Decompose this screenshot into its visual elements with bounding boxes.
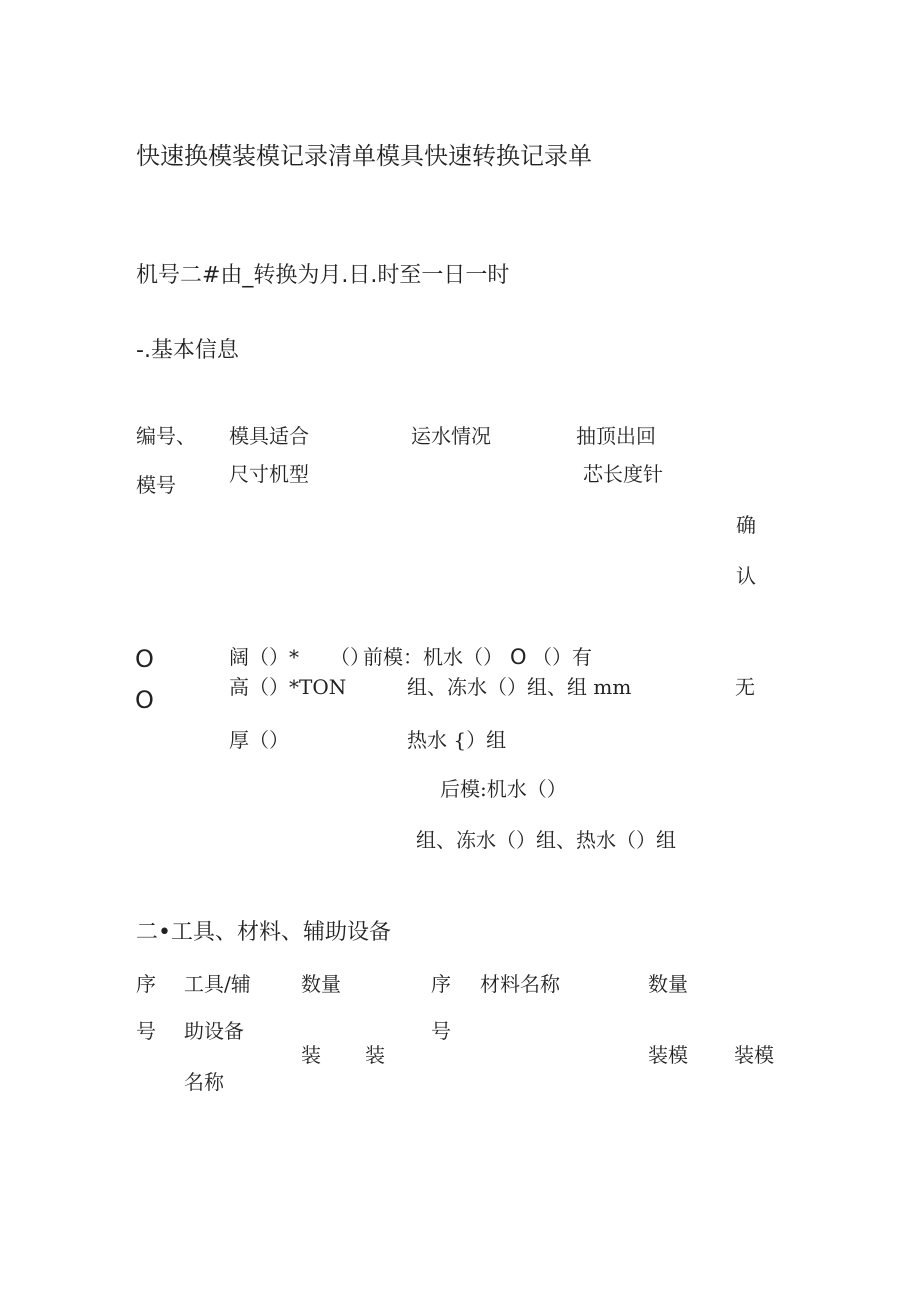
col-header-seq2-line1: 序 [431, 972, 451, 996]
col-header-zhuang-a: 装 [301, 1043, 321, 1067]
col-header-mold-line1: 模具适合 [229, 424, 309, 448]
col-header-tool-line2: 助设备 [184, 1019, 244, 1043]
col-header-zhuang-b: 装 [365, 1043, 385, 1067]
col-header-water: 运水情况 [411, 424, 491, 448]
size-thickness: 厚（） [229, 728, 289, 752]
col-header-core-line2: 芯长度针 [583, 462, 663, 486]
row-marker-1: O [135, 645, 154, 673]
size-paren: （） [330, 645, 370, 669]
size-width: 阔（）* [229, 645, 299, 669]
col-header-quantity: 数量 [301, 972, 341, 996]
size-height-ton: 高（）*TON [229, 675, 347, 699]
water-rear-groups: 组、冻水（）组、热水（）组 [416, 828, 676, 852]
confirm-value: 无 [735, 675, 755, 699]
col-header-material: 材料名称 [480, 972, 560, 996]
water-front-mold: 前模：机水（） [363, 645, 503, 669]
col-header-seq2-line2: 号 [431, 1019, 451, 1043]
col-header-seq-line1: 序 [136, 972, 156, 996]
col-header-tool-line1: 工具/辅 [184, 972, 251, 996]
col-header-seq-line2: 号 [136, 1019, 156, 1043]
col-header-core-line1: 抽顶出回 [576, 424, 656, 448]
machine-line: 机号二#由_转换为月.日.时至一日一时 [136, 263, 510, 288]
col-header-bianhao-line2: 模号 [136, 473, 176, 497]
col-header-bianhao-line1: 编号、 [136, 424, 196, 448]
col-header-mold-line2: 尺寸机型 [229, 462, 309, 486]
water-front-groups: 组、冻水（）组、组 mm [407, 675, 632, 699]
document-title: 快速换模装模记录清单模具快速转换记录单 [136, 142, 592, 170]
col-header-quantity-2: 数量 [648, 972, 688, 996]
water-rear-mold: 后模:机水（） [440, 777, 567, 801]
col-header-zhuangmo-a: 装模 [648, 1043, 688, 1067]
section-1-heading: -.基本信息 [136, 338, 239, 363]
section-2-heading: 二•工具、材料、辅助设备 [136, 920, 391, 945]
row-marker-2: O [135, 686, 154, 714]
water-front-hot: 热水 {）组 [407, 728, 507, 752]
col-header-confirm-line2: 认 [736, 564, 756, 588]
water-front-yes: （）有 [532, 645, 592, 669]
col-header-confirm-line1: 确 [736, 513, 756, 537]
water-front-o: O [510, 645, 527, 669]
col-header-tool-line3: 名称 [184, 1070, 224, 1094]
col-header-zhuangmo-b: 装模 [734, 1043, 774, 1067]
